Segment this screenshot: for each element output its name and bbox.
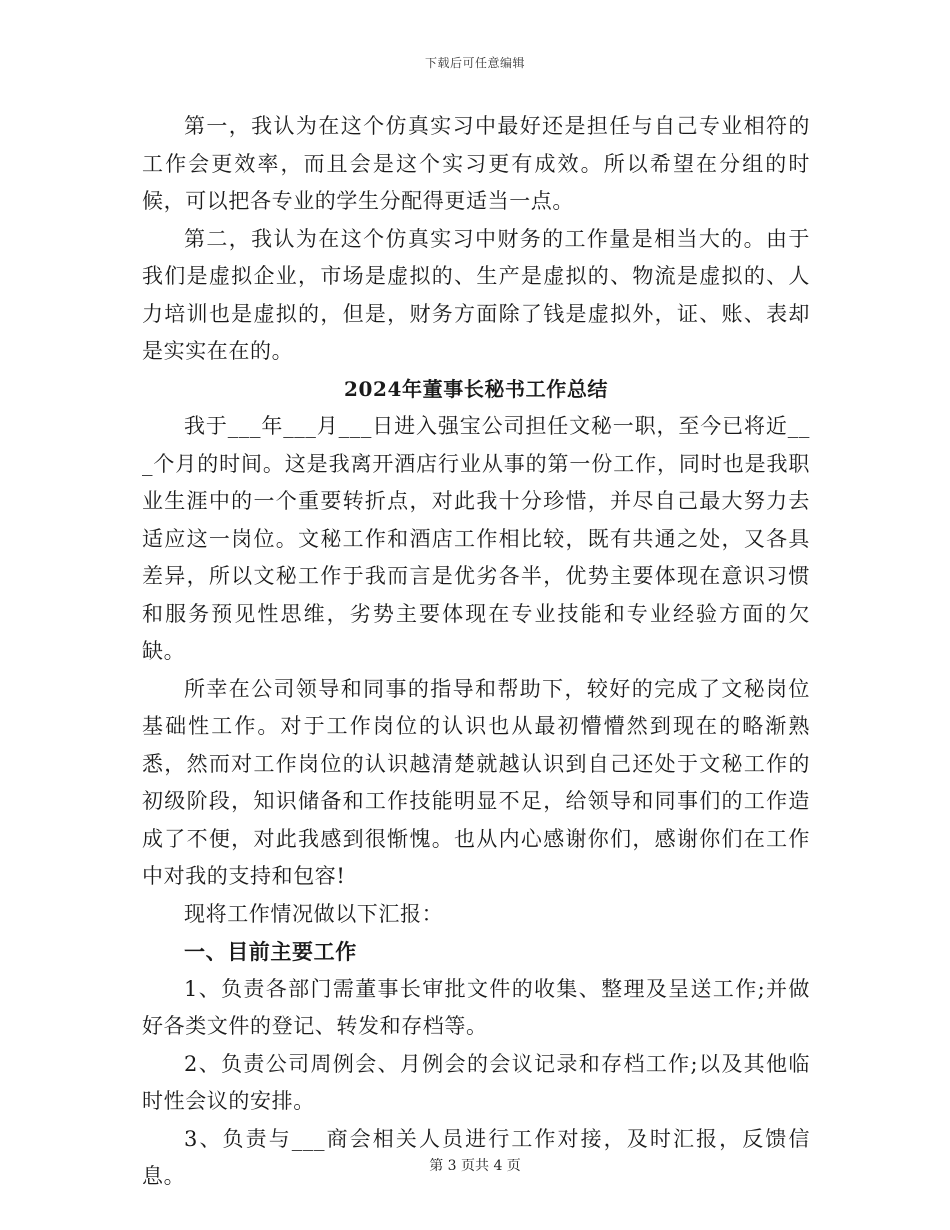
list-item-3: 3、负责与___商会相关人员进行工作对接，及时汇报，反馈信息。 (142, 1126, 810, 1188)
paragraph-first-suggestion: 第一，我认为在这个仿真实习中最好还是担任与自己专业相符的工作会更效率，而且会是这个实习更有成效。所以希望在分组的时候，可以把各专业的学生分配得更适当一点。 (142, 114, 810, 213)
page-header-note: 下载后可任意编辑 (424, 56, 525, 70)
document-body (142, 108, 810, 1196)
list-item-1: 1、负责各部门需董事长审批文件的收集、整理及呈送工作;并做好各类文件的登记、转发和存档等。 (142, 976, 810, 1038)
paragraph-report-lead: 现将工作情况做以下汇报： (184, 901, 444, 926)
paragraph-second-suggestion: 第二，我认为在这个仿真实习中财务的工作量是相当大的。由于我们是虚拟企业，市场是虚拟的、生产是虚拟的、物流是虚拟的、人力培训也是虚拟的，但是，财务方面除了钱是虚拟外，证、账、表却是实实在在的。 (142, 226, 810, 363)
paragraph-gratitude: 所幸在公司领导和同事的指导和帮助下，较好的完成了文秘岗位基础性工作。对于工作岗位的认识也从最初懵懵然到现在的略渐熟悉，然而对工作岗位的认识越清楚就越认识到自己还处于文秘工作的初级阶段，知识储备和工作技能明显不足，给领导和同事们的工作造成了不便，对此我感到很惭愧。也从内心感谢你们，感谢你们在工作中对我的支持和包容! (142, 676, 810, 888)
section-heading-main-work: 一、目前主要工作 (184, 939, 357, 964)
list-item-2: 2、负责公司周例会、月例会的会议记录和存档工作;以及其他临时性会议的安排。 (142, 1051, 810, 1113)
page-number: 第 3 页共 4 页 (429, 1158, 521, 1174)
paragraph-intro: 我于___年___月___日进入强宝公司担任文秘一职，至今已将近___个月的时间。这是我离开酒店行业从事的第一份工作，同时也是我职业生涯中的一个重要转折点，对此我十分珍惜，并尽自己最大努力去适应这一岗位。文秘工作和酒店工作相比较，既有共通之处，又各具差异，所以文秘工作于我而言是优劣各半，优势主要体现在意识习惯和服务预见性思维，劣势主要体现在专业技能和专业经验方面的欠缺。 (142, 414, 810, 663)
document-title: 2024年董事长秘书工作总结 (343, 376, 609, 401)
